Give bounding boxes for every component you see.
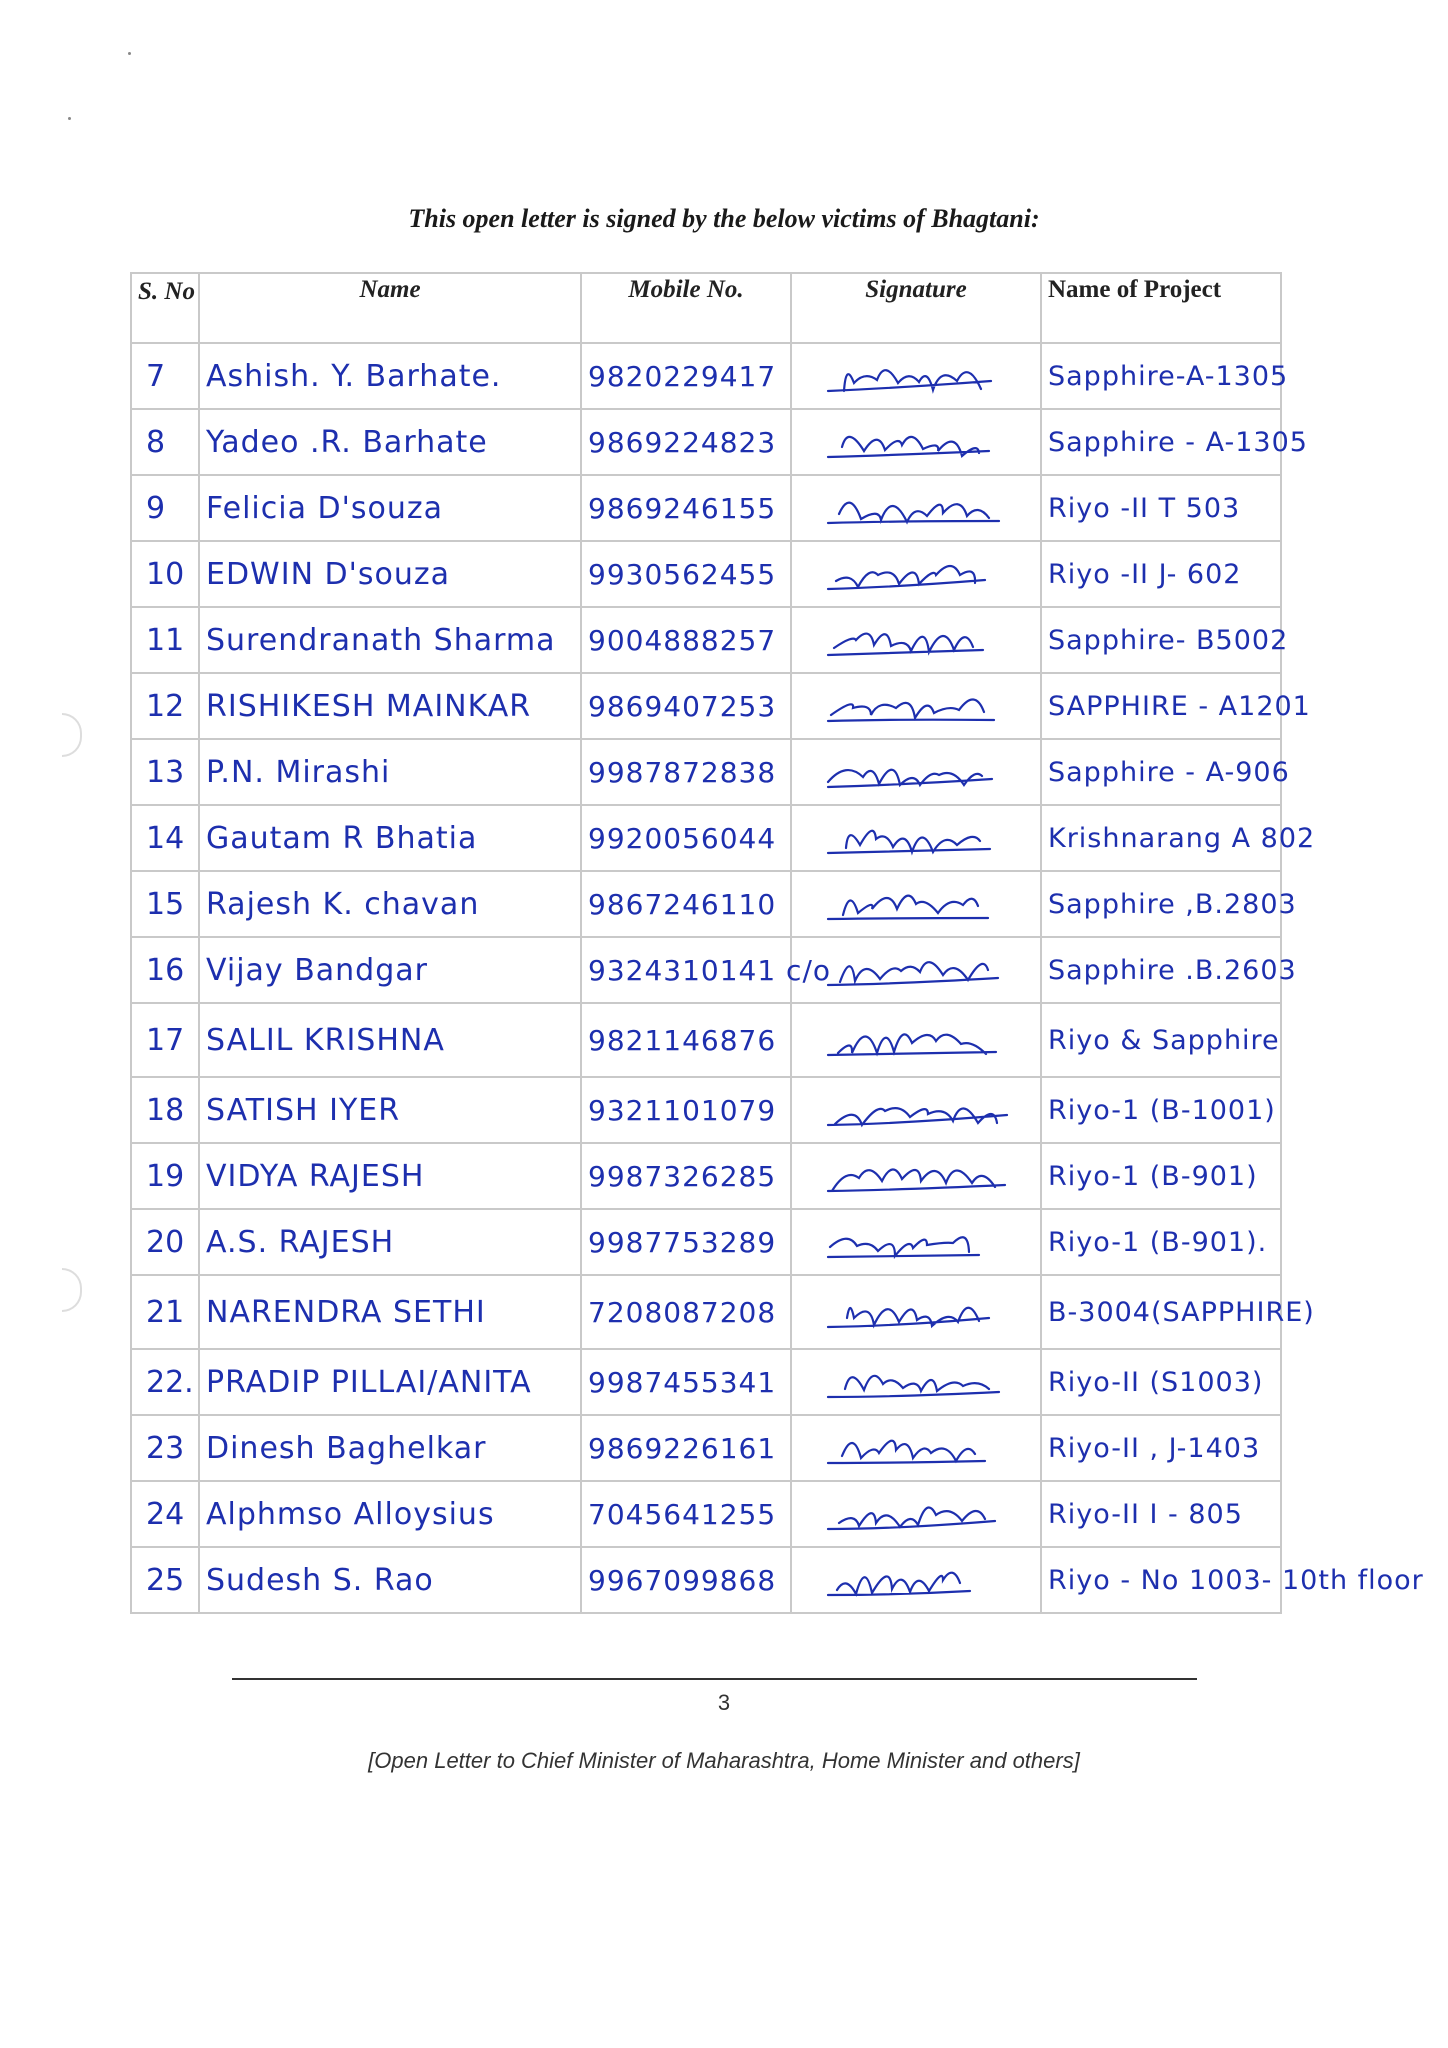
handwritten-signature [798, 351, 1018, 401]
footer-caption: [Open Letter to Chief Minister of Maharashtra, Home Minister and others] [368, 1748, 1080, 1773]
cell-mobile: 9820229417 [581, 343, 791, 409]
scan-speck [128, 52, 131, 55]
cell-mobile: 9987872838 [581, 739, 791, 805]
cell-signature [791, 1077, 1041, 1143]
handwritten-signature [798, 1357, 1018, 1407]
cell-signature [791, 1547, 1041, 1613]
cell-project: Sapphire - A-1305 [1041, 409, 1281, 475]
table-row [131, 475, 1281, 541]
cell-sno: 16 [131, 937, 199, 1003]
cell-project: Riyo - No 1003- 10th floor [1041, 1547, 1281, 1613]
table-body [131, 343, 1424, 1613]
cell-project: Riyo-II I - 805 [1041, 1481, 1281, 1547]
table-header-row [131, 273, 1281, 343]
handwritten-signature [798, 1151, 1018, 1201]
cell-mobile: 9867246110 [581, 871, 791, 937]
cell-project: B-3004(SAPPHIRE) [1041, 1275, 1281, 1349]
handwritten-signature [798, 945, 1018, 995]
cell-sno: 7 [131, 343, 199, 409]
page-number: 3 [717, 1690, 731, 1715]
signatories-table [130, 272, 1424, 1614]
header-name: Name [199, 273, 581, 343]
cell-signature [791, 1209, 1041, 1275]
cell-sno: 24 [131, 1481, 199, 1547]
cell-project: Riyo -II T 503 [1041, 475, 1281, 541]
cell-sno: 10 [131, 541, 199, 607]
cell-mobile: 9869224823 [581, 409, 791, 475]
table-row [131, 541, 1281, 607]
cell-mobile: 9967099868 [581, 1547, 791, 1613]
table-row [131, 409, 1281, 475]
cell-name: Vijay Bandgar [199, 937, 581, 1003]
cell-name: Dinesh Baghelkar [199, 1415, 581, 1481]
cell-mobile: 7208087208 [581, 1275, 791, 1349]
cell-mobile: 7045641255 [581, 1481, 791, 1547]
scan-artifact [62, 713, 82, 757]
table-row [131, 805, 1281, 871]
cell-name: PRADIP PILLAI/ANITA [199, 1349, 581, 1415]
cell-mobile: 9821146876 [581, 1003, 791, 1077]
cell-name: Surendranath Sharma [199, 607, 581, 673]
header-signature: Signature [791, 273, 1041, 343]
handwritten-signature [798, 549, 1018, 599]
table-row [131, 1275, 1281, 1349]
cell-signature [791, 1143, 1041, 1209]
cell-signature [791, 871, 1041, 937]
cell-project: Riyo -II J- 602 [1041, 541, 1281, 607]
handwritten-signature [798, 1085, 1018, 1135]
header-sno: S. No [131, 273, 199, 343]
cell-project: Riyo-II (S1003) [1041, 1349, 1281, 1415]
cell-mobile: 9930562455 [581, 541, 791, 607]
cell-sno: 23 [131, 1415, 199, 1481]
table-row [131, 1143, 1281, 1209]
cell-signature [791, 1003, 1041, 1077]
table-row [131, 1349, 1281, 1415]
cell-sno: 11 [131, 607, 199, 673]
cell-project: Sapphire - A-906 [1041, 739, 1281, 805]
cell-signature [791, 1349, 1041, 1415]
handwritten-signature [798, 1015, 1018, 1065]
cell-name: Yadeo .R. Barhate [199, 409, 581, 475]
cell-sno: 20 [131, 1209, 199, 1275]
cell-signature [791, 739, 1041, 805]
header-project: Name of Project [1041, 273, 1281, 343]
table-row [131, 937, 1281, 1003]
table-row [131, 739, 1281, 805]
cell-name: EDWIN D'souza [199, 541, 581, 607]
cell-sno: 21 [131, 1275, 199, 1349]
cell-mobile: 9920056044 [581, 805, 791, 871]
cell-signature [791, 1415, 1041, 1481]
cell-signature [791, 805, 1041, 871]
handwritten-signature [798, 879, 1018, 929]
scan-speck [68, 117, 71, 120]
table-row [131, 673, 1281, 739]
handwritten-signature [798, 1423, 1018, 1473]
handwritten-signature [798, 1287, 1018, 1337]
handwritten-signature [798, 813, 1018, 863]
header-mobile: Mobile No. [581, 273, 791, 343]
cell-project: Sapphire-A-1305 [1041, 343, 1281, 409]
cell-project: Riyo-1 (B-901). [1041, 1209, 1281, 1275]
table-row [131, 1415, 1281, 1481]
cell-signature [791, 409, 1041, 475]
table-row [131, 1209, 1281, 1275]
cell-name: SATISH IYER [199, 1077, 581, 1143]
cell-name: NARENDRA SETHI [199, 1275, 581, 1349]
cell-sno: 19 [131, 1143, 199, 1209]
table-row [131, 1481, 1281, 1547]
cell-sno: 12 [131, 673, 199, 739]
cell-signature [791, 1481, 1041, 1547]
cell-sno: 15 [131, 871, 199, 937]
cell-name: Felicia D'souza [199, 475, 581, 541]
cell-sno: 9 [131, 475, 199, 541]
handwritten-signature [798, 747, 1018, 797]
cell-mobile: 9987753289 [581, 1209, 791, 1275]
letter-heading: This open letter is signed by the below victims of Bhagtani: [408, 204, 1040, 233]
table-row [131, 1547, 1281, 1613]
cell-mobile: 9987455341 [581, 1349, 791, 1415]
cell-project: Riyo-II , J-1403 [1041, 1415, 1281, 1481]
cell-signature [791, 607, 1041, 673]
cell-signature [791, 475, 1041, 541]
scan-artifact [62, 1268, 82, 1312]
cell-mobile: 9869226161 [581, 1415, 791, 1481]
cell-project: Krishnarang A 802 [1041, 805, 1281, 871]
cell-name: P.N. Mirashi [199, 739, 581, 805]
cell-project: Riyo-1 (B-1001) [1041, 1077, 1281, 1143]
cell-project: SAPPHIRE - A1201 [1041, 673, 1281, 739]
cell-signature [791, 673, 1041, 739]
cell-mobile: 9324310141 c/o [581, 937, 791, 1003]
table-row [131, 1003, 1281, 1077]
table-row [131, 607, 1281, 673]
cell-signature [791, 541, 1041, 607]
cell-sno: 8 [131, 409, 199, 475]
handwritten-signature [798, 1489, 1018, 1539]
cell-mobile: 9869407253 [581, 673, 791, 739]
cell-project: Riyo & Sapphire [1041, 1003, 1281, 1077]
cell-name: Alphmso Alloysius [199, 1481, 581, 1547]
handwritten-signature [798, 681, 1018, 731]
handwritten-signature [798, 483, 1018, 533]
cell-name: Sudesh S. Rao [199, 1547, 581, 1613]
handwritten-signature [798, 615, 1018, 665]
cell-signature [791, 1275, 1041, 1349]
cell-mobile: 9321101079 [581, 1077, 791, 1143]
cell-name: SALIL KRISHNA [199, 1003, 581, 1077]
cell-sno: 17 [131, 1003, 199, 1077]
table-row [131, 871, 1281, 937]
handwritten-signature [798, 1555, 1018, 1605]
cell-name: A.S. RAJESH [199, 1209, 581, 1275]
cell-name: VIDYA RAJESH [199, 1143, 581, 1209]
cell-signature [791, 937, 1041, 1003]
cell-sno: 14 [131, 805, 199, 871]
cell-project: Riyo-1 (B-901) [1041, 1143, 1281, 1209]
table-row [131, 343, 1281, 409]
cell-project: Sapphire- B5002 [1041, 607, 1281, 673]
cell-mobile: 9987326285 [581, 1143, 791, 1209]
cell-sno: 13 [131, 739, 199, 805]
cell-mobile: 9869246155 [581, 475, 791, 541]
footer-divider [232, 1678, 1197, 1680]
cell-sno: 18 [131, 1077, 199, 1143]
cell-mobile: 9004888257 [581, 607, 791, 673]
cell-name: Rajesh K. chavan [199, 871, 581, 937]
table-row [131, 1077, 1281, 1143]
cell-project: Sapphire ,B.2803 [1041, 871, 1281, 937]
cell-sno: 22. [131, 1349, 199, 1415]
handwritten-signature [798, 417, 1018, 467]
cell-signature [791, 343, 1041, 409]
cell-sno: 25 [131, 1547, 199, 1613]
handwritten-signature [798, 1217, 1018, 1267]
cell-name: Ashish. Y. Barhate. [199, 343, 581, 409]
cell-project: Sapphire .B.2603 [1041, 937, 1281, 1003]
cell-name: RISHIKESH MAINKAR [199, 673, 581, 739]
cell-name: Gautam R Bhatia [199, 805, 581, 871]
